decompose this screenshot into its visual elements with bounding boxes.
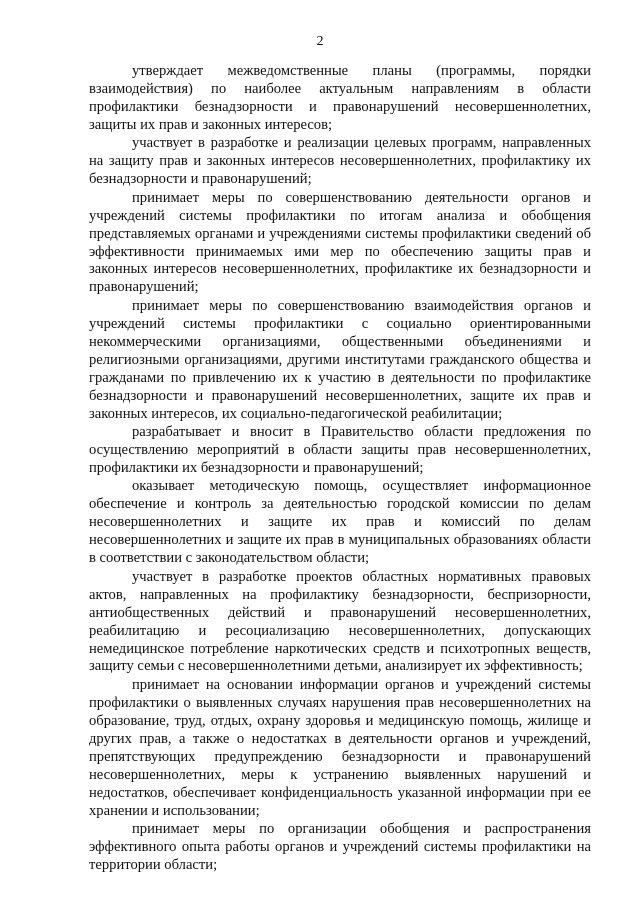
paragraph: участвует в разработке проектов областных нормативных правовых актов, направленных на профилактику безнадзорности, беспризорности, антиобщественных действий и правонарушений несовершеннолетних, реабилитацию и ресоциализацию несовершеннолетних, допускающих немедицинское потребление наркотических средств и психотропных веществ, защиту семьи с несовершеннолетними детьми, анализирует их эффективность; <box>89 568 591 675</box>
paragraph: принимает меры по организации обобщения и распространения эффективного опыта работы органов и учреждений системы профилактики на территории области; <box>89 821 591 873</box>
paragraph: участвует в разработке и реализации целевых программ, направленных на защиту прав и законных интересов несовершеннолетних, профилактику их безнадзорности и правонарушений; <box>89 135 591 188</box>
paragraph: принимает меры по совершенствованию взаимодействия органов и учреждений системы профилактики с социально ориентированными некоммерческими организациями, общественными объединениями и религиозными организациями, другими институтами гражданского общества и гражданами по привлечению их к участию в деятельности по профилактике безнадзорности и правонарушений несовершеннолетних, защите их прав и законных интересов, их социально-педагогической реабилитации; <box>89 297 591 422</box>
paragraph: утверждает межведомственные планы (программы, порядки взаимодействия) по наиболее актуальным направлениям в области профилактики безнадзорности и правонарушений несовершеннолетних, защиты их прав и законных интересов; <box>89 63 591 133</box>
paragraph: принимает на основании информации органов и учреждений системы профилактики о выявленных случаях нарушения прав несовершеннолетних на образование, труд, отдых, охрану здоровья и медицинскую помощь, жилище и других прав, а также о недостатках в деятельности органов и учреждений, препятствующих предупреждению безнадзорности и правонарушений несовершеннолетних, меры к устранению выявленных нарушений и недостатков, обеспечивает конфиденциальность указанной информации при ее хранении и использовании; <box>89 676 591 819</box>
paragraph: оказывает методическую помощь, осуществляет информационное обеспечение и контроль за деятельностью городской комиссии по делам несовершеннолетних и защите их прав и комиссий по делам несовершеннолетних и защите их прав в муниципальных образованиях области в соответствии с законодательством области; <box>89 478 591 567</box>
page-number: 2 <box>316 34 324 49</box>
paragraph: разрабатывает и вносит в Правительство области предложения по осуществлению мероприятий в области защиты прав несовершеннолетних, профилактики их безнадзорности и правонарушений; <box>89 424 591 476</box>
document-body <box>89 63 591 875</box>
paragraph: принимает меры по совершенствованию деятельности органов и учреждений системы профилактики по итогам анализа и обобщения представляемых органами и учреждениями системы профилактики сведений об эффективности принимаемых ими мер по обеспечению защиты прав и законных интересов несовершеннолетних, профилактике их безнадзорности и правонарушений; <box>89 189 591 296</box>
